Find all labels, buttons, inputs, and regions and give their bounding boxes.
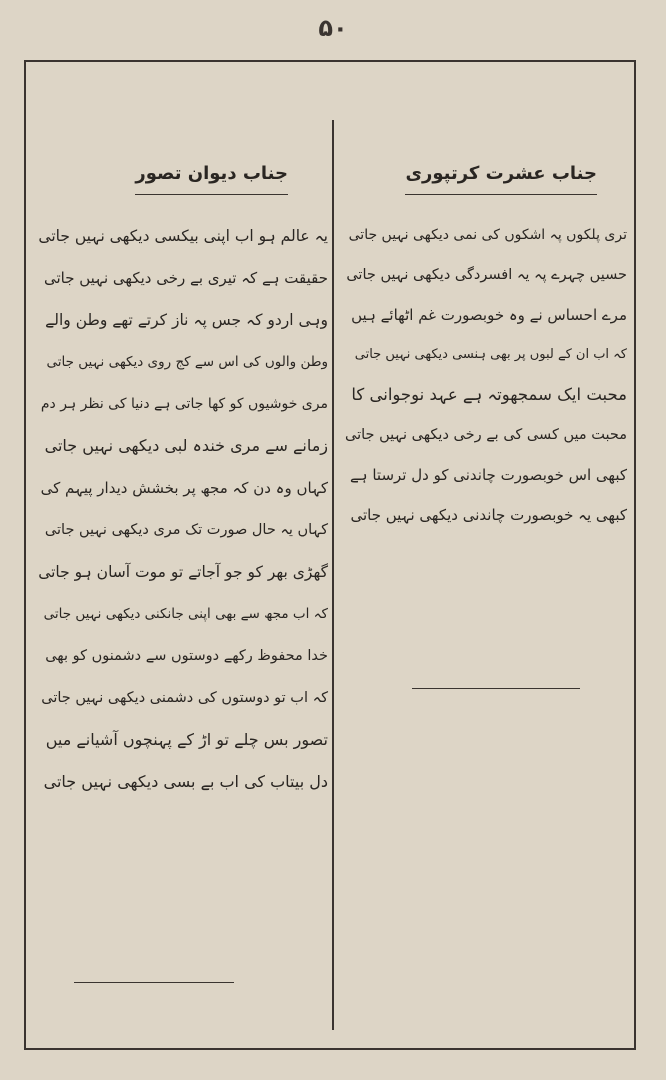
column-divider [332,120,334,1030]
poem-column-left [38,160,328,803]
verse-line: حسیں چہرے پہ یہ افسردگی دیکھی نہیں جاتی [346,267,627,283]
verse-line: کہ اب تو دوستوں کی دشمنی دیکھی نہیں جاتی [41,690,328,706]
verse-line: کبھی یہ خوبصورت چاندنی دیکھی نہیں جاتی [350,506,627,524]
end-rule-left [74,982,234,983]
verse-line: یہ عالم ہو اب اپنی بیکسی دیکھی نہیں جاتی [38,227,328,245]
end-rule-right [412,688,580,689]
verse-line: خدا محفوظ رکھے دوستوں سے دشمنوں کو بھی [45,648,328,664]
verse-line: کہ اب ان کے لبوں پر بھی ہنسی دیکھی نہیں جاتی [354,347,627,362]
verse-line: محبت ایک سمجھوتہ ہے عہد نوجوانی کا [351,385,627,404]
verse-line: وہی اردو کہ جس پہ ناز کرتے تھے وطن والے [45,311,328,329]
verse-line: کہ اب مجھ سے بھی اپنی جانکنی دیکھی نہیں جاتی [43,606,328,622]
poem-right [345,215,627,535]
page-number: ۵۰ [318,14,348,42]
verse-line: دل بیتاب کی اب بے بسی دیکھی نہیں جاتی [43,772,328,791]
verse-line: وطن والوں کی اس سے کج روی دیکھی نہیں جاتی [46,354,328,370]
verse-line: مرے احساس نے وہ خوبصورت غم اٹھائے ہیں [351,306,627,324]
verse-line: حقیقت ہے کہ تیری بے رخی دیکھی نہیں جاتی [43,269,328,287]
verse-line: محبت میں کسی کی بے رخی دیکھی نہیں جاتی [344,427,627,443]
verse-line: گھڑی بھر کو جو آجاتے تو موت آسان ہو جاتی [38,563,328,581]
poem-left [38,215,328,803]
poem-column-right [345,160,627,535]
verse-line: مری خوشیوں کو کھا جاتی ہے دنیا کی نظر ہر دم [40,396,328,412]
poet-heading-left: جناب دیوان تصور [135,160,288,195]
verse-line: کبھی اس خوبصورت چاندنی کو دل ترستا ہے [350,466,627,484]
verse-line: کہاں وہ دن کہ مجھ پر بخشش دیدار پیہم کی [40,479,328,497]
verse-line: کہاں یہ حال صورت تک مری دیکھی نہیں جاتی [44,522,328,538]
verse-line: تصور بس چلے تو اڑ کے پہنچوں آشیانے میں [45,730,328,749]
verse-line: تری پلکوں پہ اشکوں کی نمی دیکھی نہیں جاتی [348,227,627,243]
verse-line: زمانے سے مری خندہ لبی دیکھی نہیں جاتی [44,436,328,455]
poet-heading-right: جناب عشرت کرتپوری [405,160,597,195]
